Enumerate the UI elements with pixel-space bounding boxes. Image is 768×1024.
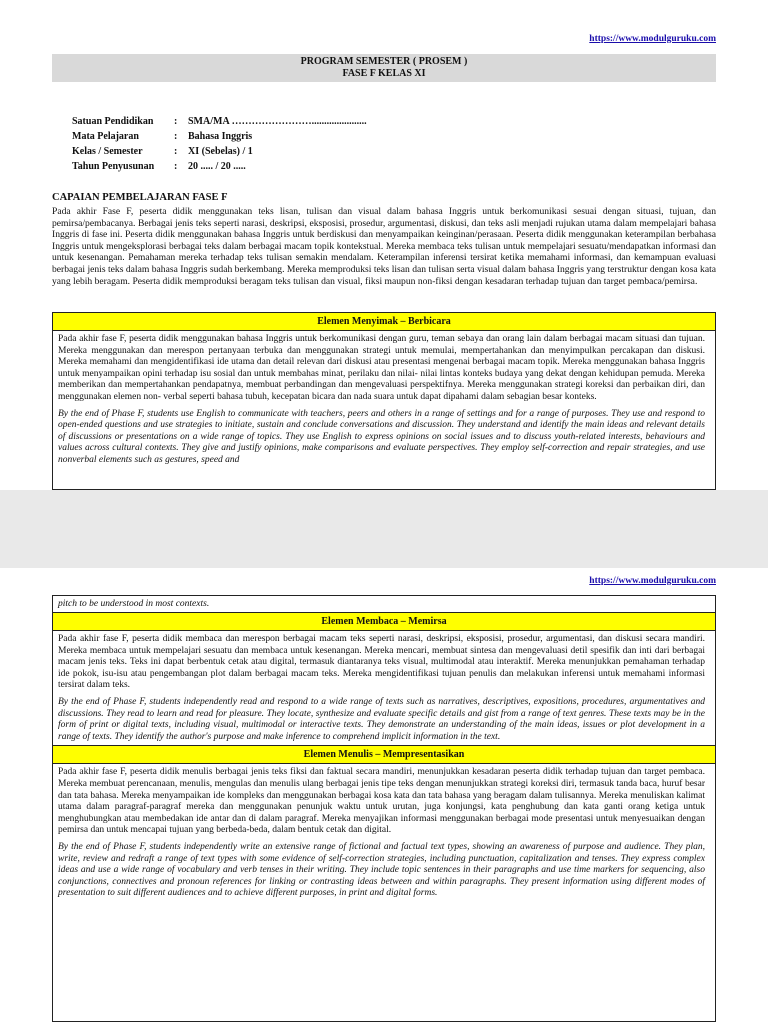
title-bar [52,54,716,82]
identity-block [72,116,367,176]
identity-value: SMA/MA ……………………...................... [188,116,367,127]
identity-label: Satuan Pendidikan [72,116,154,127]
identity-row [72,116,367,131]
identity-value: Bahasa Inggris [188,131,253,142]
element-menyimak-box [52,312,716,490]
capaian-body: Pada akhir Fase F, peserta didik menggunakan teks lisan, tulisan dan visual dalam bahasa Inggris untuk berkomunikasi sesuai dengan situasi, tujuan, dan pemirsa/pembacanya. Berbagai jenis teks seperti narasi, deskripsi, eksposisi, prosedur, argumentasi, diskusi, dan teks asli menjadi rujukan utama dalam mempelajari bahasa Inggris di fase ini. Peserta didik menggunakan bahasa Inggris untuk berdiskusi dan menyampaikan keinginan/perasaan. Peserta didik menggunakan keterampilan berbahasa Inggris untuk mengeksplorasi berbagai teks dalam berbagai macam topik kontekstual. Mereka membaca teks tulisan untuk mempelajari sesuatu/mendapatkan informasi dan untuk kesenangan. Pemahaman mereka terhadap teks tulisan semakin mendalam. Keterampilan inferensi tersirat ketika memahami informasi, dan kemampuan evaluasi berbagai jenis teks dalam bahasa Inggris sudah berkembang. Mereka memproduksi teks lisan dan tulisan serta visual dalam bahasa Inggris yang terstruktur dengan kosa kata yang lebih beragam. Peserta didik memproduksi beragam teks tulisan dan visual, fiksi maupun non-fiksi dengan kesadaran terhadap tujuan dan target pembaca/pemirsa. [52,206,716,287]
element-menulis-id-text: Pada akhir fase F, peserta didik menulis berbagai jenis teks fiksi dan faktual secara mandiri, menunjukkan kesadaran peserta didik terhadap tujuan dan target pembaca. Mereka membuat perencanaan, menulis, mengulas dan menulis ulang berbagai jenis tipe teks dengan menunjukkan strategi koreksi diri, termasuk tanda baca, huruf besar dan tata bahasa. Mereka menyampaikan ide kompleks dan menggunakan berbagai kosa kata dan tata bahasa yang beragam dalam tulisannya. Mereka menuliskan kalimat utama dalam paragraf-paragraf mereka dan menggunakan penunjuk waktu untuk urutan, juga konjungsi, kata penghubung dan kata ganti orang ketiga untuk menghubungkan atau membedakan ide antar dan di dalam paragraf. Mereka menyajikan informasi menggunakan berbagai mode presentasi untuk menyesuaikan dengan pemirsa dan untuk mencapai tujuan yang berbeda-beda, dalam bentuk cetak dan digital. [58,767,705,836]
identity-value: 20 ..... / 20 ..... [188,161,246,172]
element-menyimak-en-text: By the end of Phase F, students use English to communicate with teachers, peers and others in a range of settings and for a range of purposes. They use and respond to open-ended questions and use strategies to initiate, sustain and conclude conversations and discussion. They understand and identify the main ideas and relevant details of discussions or presentations on a wide range of topics. They use English to express opinions on social issues and to discuss youth-related interests, behaviours and values across cultural contexts. They give and justify opinions, make comparisons and evaluate perspectives. They employ self-correction and repair strategies, and use nonverbal elements such as gestures, speed and [58,408,705,465]
element-menulis-title: Elemen Menulis – Mempresentasikan [53,745,715,764]
identity-value: XI (Sebelas) / 1 [188,146,253,157]
identity-colon: : [174,116,178,127]
identity-label: Tahun Penyusunan [72,161,155,172]
element-menulis-en-text: By the end of Phase F, students independently write an extensive range of fictional and factual text types, showing an awareness of purpose and audience. They plan, write, review and redraft a range of text types with some evidence of self-correction strategies, including punctuation, capitalization and tenses. They express complex ideas and use a wide range of vocabulary and verb tenses in their writing. They include topic sentences in their paragraphs and use time markers for sequencing, also conjunctions, connectives and pronoun references for linking or contrasting ideas between and within paragraphs. They present information using different modes of presentation to suit different audiences and to achieve different purposes, in print and digital forms. [58,841,705,899]
element-membaca-en-text: By the end of Phase F, students independently read and respond to a wide range of texts such as narratives, descriptives, expositions, procedures, argumentatives and discussions. They read to learn and read for pleasure. They locate, synthesize and evaluate specific details and gist from a range of text genres. These texts may be in the form of print or digital texts, including visual, multimodal or interactive texts. They demonstrate an understanding of the main ideas, issues or plot development in a range of texts. They identify the author's purpose and make inference to comprehend implicit information in the text. [58,696,705,742]
header-link[interactable]: https://www.modulguruku.com [589,576,716,586]
title-line-2: FASE F KELAS XI [342,68,426,79]
element-menyimak-id-text: Pada akhir fase F, peserta didik menggunakan bahasa Inggris untuk berkomunikasi dengan guru, teman sebaya dan orang lain dalam berbagai macam situasi dan tujuan. Mereka menggunakan dan merespon pertanyaan terbuka dan menggunakan strategi untuk memulai, mempertahankan dan menyimpulkan percakapan dan diskusi. Mereka memahami dan mengidentifikasi ide utama dan detail relevan dari diskusi atau presentasi mengenai berbagai macam topik. Mereka menggunakan bahasa Inggris untuk menyampaikan opini terhadap isu sosial dan untuk membahas minat, perilaku dan nilai- nilai lintas konteks budaya yang dekat dengan kehidupan pemuda. Mereka memberikan dan mempertahankan pendapatnya, membuat perbandingan dan mengevaluasi perspektifnya. Mereka menggunakan strategi koreksi dan perbaikan diri, dan menggunakan elemen non- verbal seperti bahasa tubuh, kecepatan bicara dan nada suara untuk dapat dipahami dalam sebagian besar konteks. [58,334,705,402]
element-membaca-id-text: Pada akhir fase F, peserta didik membaca dan merespon berbagai macam teks seperti narasi, deskripsi, eksposisi, prosedur, argumentasi, dan diskusi secara mandiri. Mereka membaca untuk mempelajari sesuatu dan membaca untuk kesenangan. Mereka mencari, membuat sintesa dan mengevaluasi detil spesifik dan inti dari berbagai macam jenis teks. Teks ini dapat berbentuk cetak atau digital, termasuk diantaranya teks visual, multimodal atau interaktif. Mereka menunjukkan pemahaman terhadap ide pokok, isu-isu atau pengembangan plot dalam berbagai macam teks. Mereka mengidentifikasi tujuan penulis dan melakukan inferensi untuk memahami informasi tersirat dalam teks. [58,634,705,691]
title-line-1: PROGRAM SEMESTER ( PROSEM ) [300,56,468,67]
identity-colon: : [174,161,178,172]
capaian-title: CAPAIAN PEMBELAJARAN FASE F [52,192,228,203]
identity-colon: : [174,146,178,157]
header-link[interactable]: https://www.modulguruku.com [589,34,716,44]
elements-table-continued [52,595,716,1022]
identity-label: Kelas / Semester [72,146,143,157]
identity-row [72,131,367,146]
element-menyimak-en-continued: pitch to be understood in most contexts. [53,596,715,613]
document-page-1 [0,0,768,490]
identity-row [72,161,367,176]
document-page-2 [0,568,768,1024]
element-membaca-title: Elemen Membaca – Memirsa [53,613,715,631]
identity-colon: : [174,131,178,142]
element-menyimak-title: Elemen Menyimak – Berbicara [53,313,715,331]
identity-label: Mata Pelajaran [72,131,139,142]
identity-row [72,146,367,161]
